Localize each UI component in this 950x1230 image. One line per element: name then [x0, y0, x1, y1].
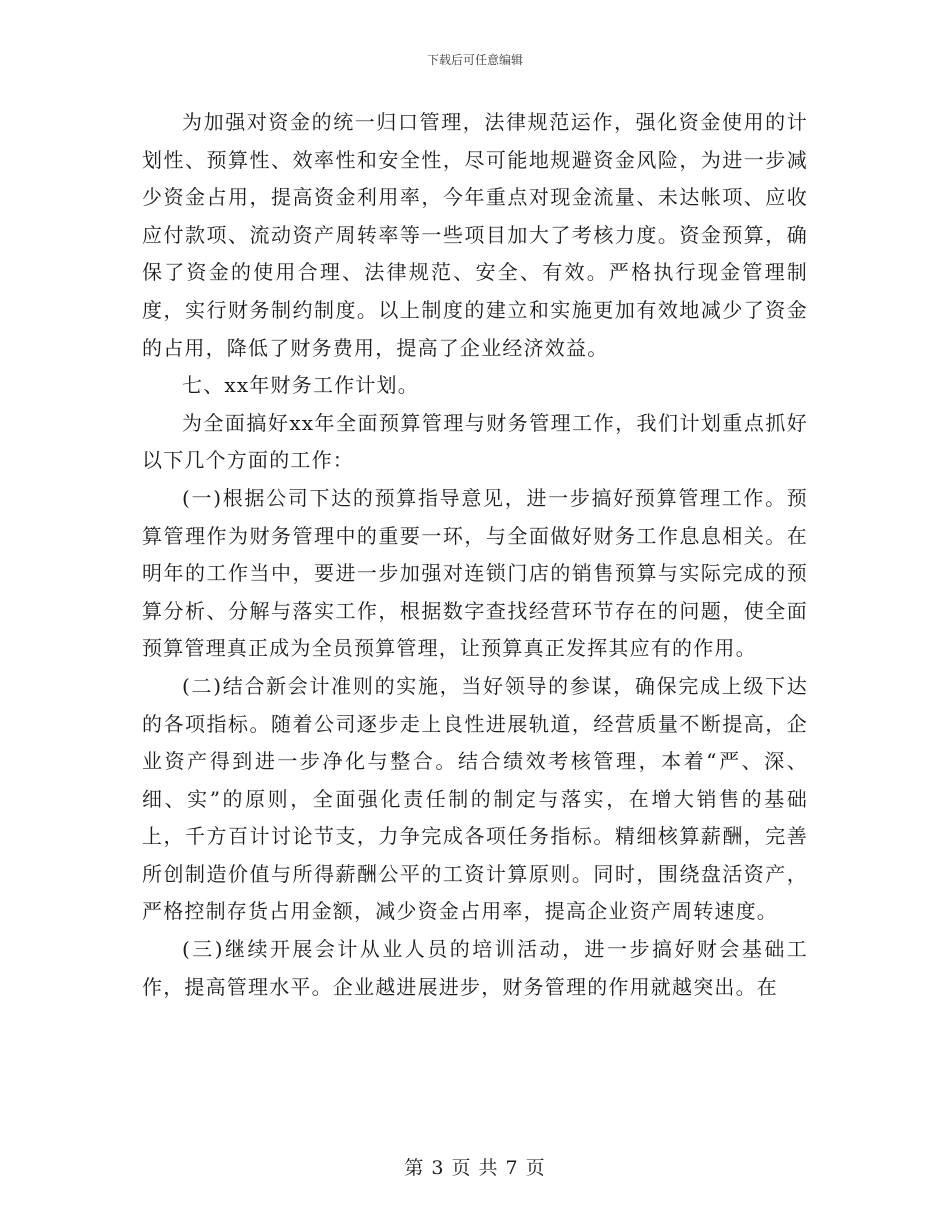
paragraph-plan-intro: 为全面搞好xx年全面预算管理与财务管理工作，我们计划重点抓好以下几个方面的工作：: [142, 410, 808, 473]
document-body: [142, 104, 808, 1006]
paragraph-fund-management: 为加强对资金的统一归口管理，法律规范运作，强化资金使用的计划性、预算性、效率性和安全性，尽可能地规避资金风险，为进一步减少资金占用，提高资金利用率，今年重点对现金流量、未达帐项、应收应付款项、流动资产周转率等一些项目加大了考核力度。资金预算，确保了资金的使用合理、法律规范、安全、有效。严格执行现金管理制度，实行财务制约制度。以上制度的建立和实施更加有效地减少了资金的占用，降低了财务费用，提高了企业经济效益。: [142, 110, 808, 360]
paragraph-item-2: (二)结合新会计准则的实施，当好领导的参谋，确保完成上级下达的各项指标。随着公司逐步走上良性进展轨道，经营质量不断提高，企业资产得到进一步净化与整合。结合绩效考核管理，本着“严、深、细、实”的原则，全面强化责任制的制定与落实，在增大销售的基础上，千方百计讨论节支，力争完成各项任务指标。精细核算薪酬，完善所创制造价值与所得薪酬公平的工资计算原则。同时，围绕盘活资产，严格控制存货占用金额，减少资金占用率，提高企业资产周转速度。: [142, 673, 808, 924]
page-number-footer: 第 3 页 共 7 页: [404, 1157, 546, 1179]
page-header-note: 下载后可任意编辑: [426, 53, 523, 67]
paragraph-item-1: (一)根据公司下达的预算指导意见，进一步搞好预算管理工作。预算管理作为财务管理中的重要一环，与全面做好财务工作息息相关。在明年的工作当中，要进一步加强对连锁门店的销售预算与实际完成的预算分析、分解与落实工作，根据数字查找经营环节存在的问题，使全面预算管理真正成为全员预算管理，让预算真正发挥其应有的作用。: [142, 485, 808, 661]
paragraph-item-3: (三)继续开展会计从业人员的培训活动，进一步搞好财会基础工作，提高管理水平。企业越进展进步，财务管理的作用就越突出。在: [142, 937, 808, 999]
section-heading-plan: 七、xx年财务工作计划。: [182, 373, 419, 398]
